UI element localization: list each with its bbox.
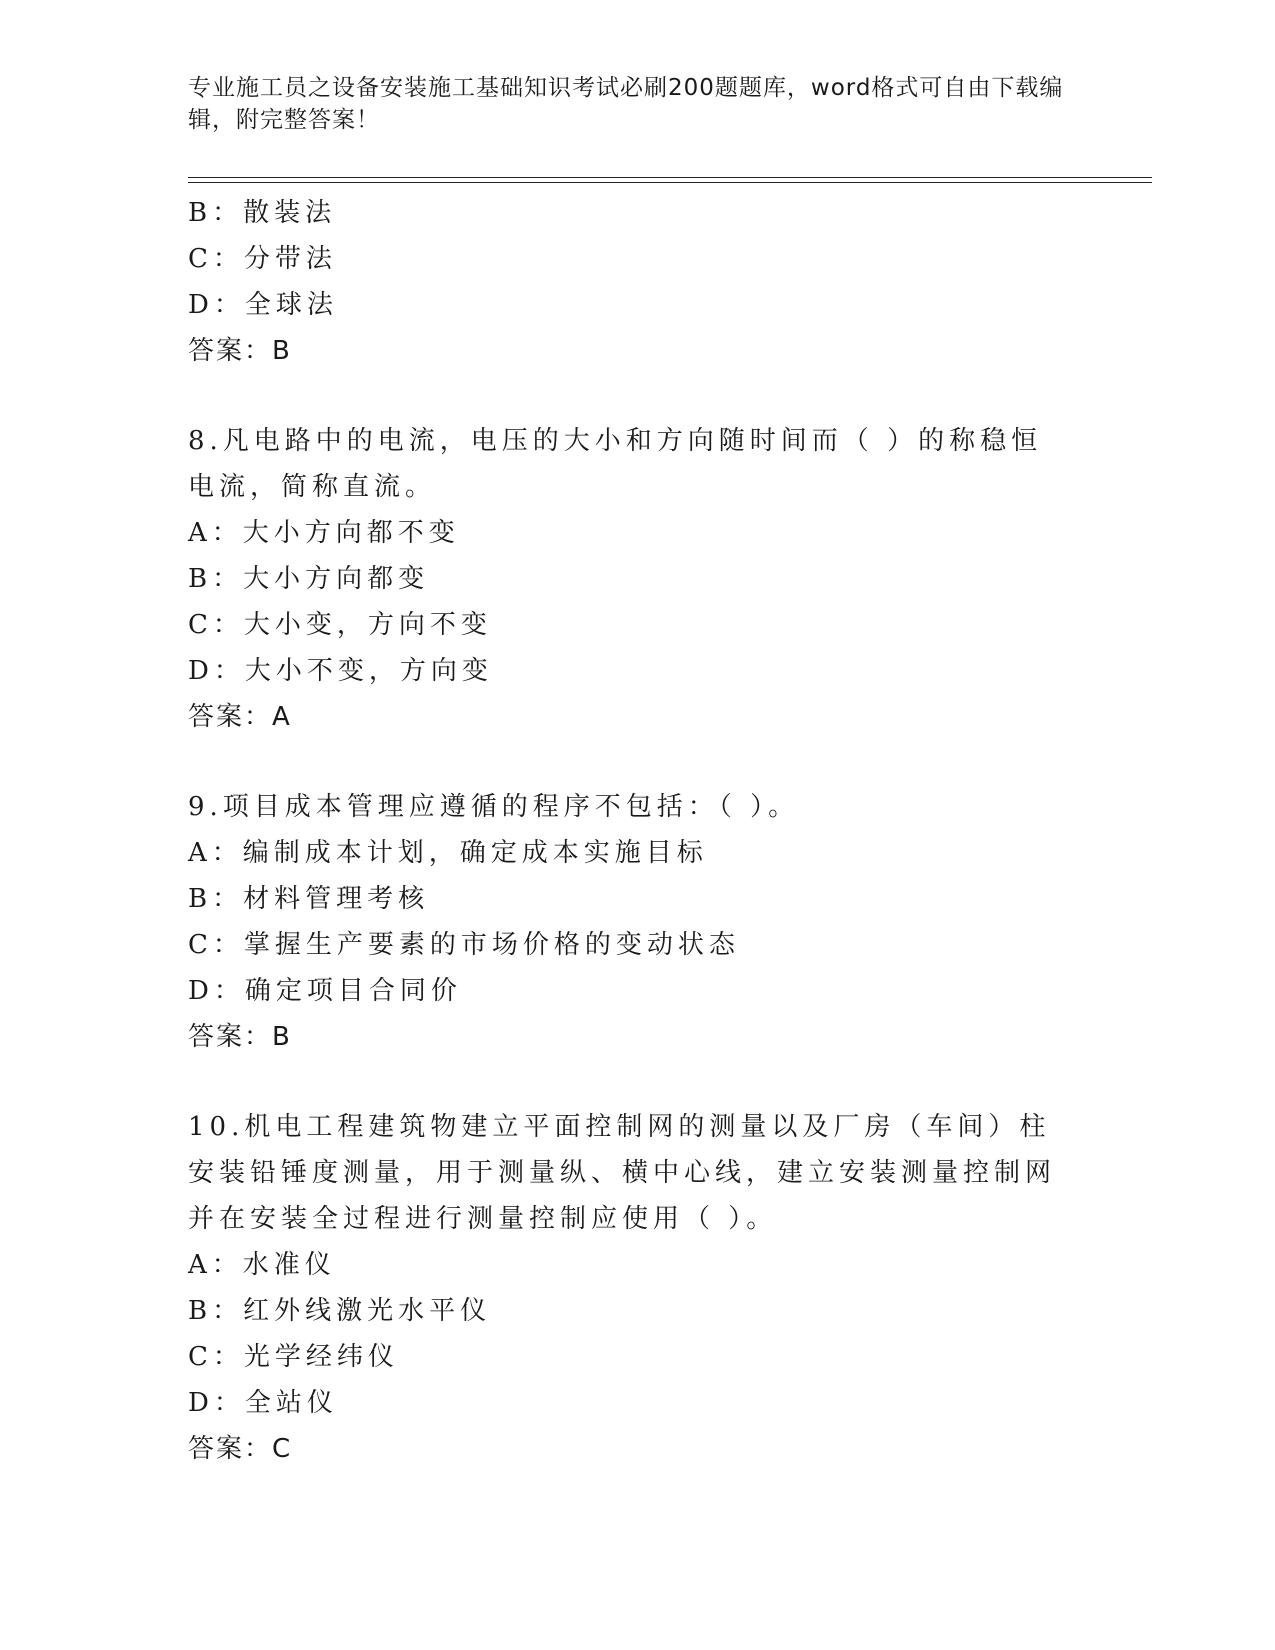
question-list	[188, 190, 1088, 1472]
option-d: D：全站仪	[188, 1388, 338, 1418]
question-8	[188, 418, 1088, 740]
question-7-continuation	[188, 190, 1088, 374]
question-text: 8.凡电路中的电流，电压的大小和方向随时间而（ ）的称稳恒电流，简称直流。	[188, 426, 1043, 502]
option-c: C：掌握生产要素的市场价格的变动状态	[188, 930, 740, 960]
option-d: D：确定项目合同价	[188, 976, 462, 1006]
answer-line: 答案：B	[188, 1022, 292, 1052]
option-b: B：材料管理考核	[188, 884, 430, 914]
question-10	[188, 1104, 1088, 1472]
question-9	[188, 784, 1088, 1060]
option-b: B：散装法	[188, 198, 337, 228]
option-a: A：大小方向都不变	[188, 518, 460, 548]
option-d: D：大小不变，方向变	[188, 656, 493, 686]
document-header: 专业施工员之设备安装施工基础知识考试必刷200题题库，word格式可自由下载编辑，附完整答案！	[188, 75, 1064, 133]
header-divider-top	[188, 177, 1152, 178]
question-text: 10.机电工程建筑物建立平面控制网的测量以及厂房（车间）柱安装铅锤度测量，用于测量纵、横中心线，建立安装测量控制网并在安装全过程进行测量控制应使用（ ）。	[188, 1112, 1057, 1234]
answer-line: 答案：A	[188, 702, 292, 732]
option-a: A：编制成本计划，确定成本实施目标	[188, 838, 708, 868]
option-b: B：大小方向都变	[188, 564, 430, 594]
option-a: A：水准仪	[188, 1250, 336, 1280]
option-c: C：大小变，方向不变	[188, 610, 492, 640]
option-d: D：全球法	[188, 290, 338, 320]
option-c: C：分带法	[188, 244, 337, 274]
option-c: C：光学经纬仪	[188, 1342, 399, 1372]
option-b: B：红外线激光水平仪	[188, 1296, 492, 1326]
header-divider-bottom	[188, 182, 1152, 183]
answer-line: 答案：B	[188, 336, 292, 366]
answer-line: 答案：C	[188, 1434, 293, 1464]
question-text: 9.项目成本管理应遵循的程序不包括：（ ）。	[188, 792, 800, 822]
